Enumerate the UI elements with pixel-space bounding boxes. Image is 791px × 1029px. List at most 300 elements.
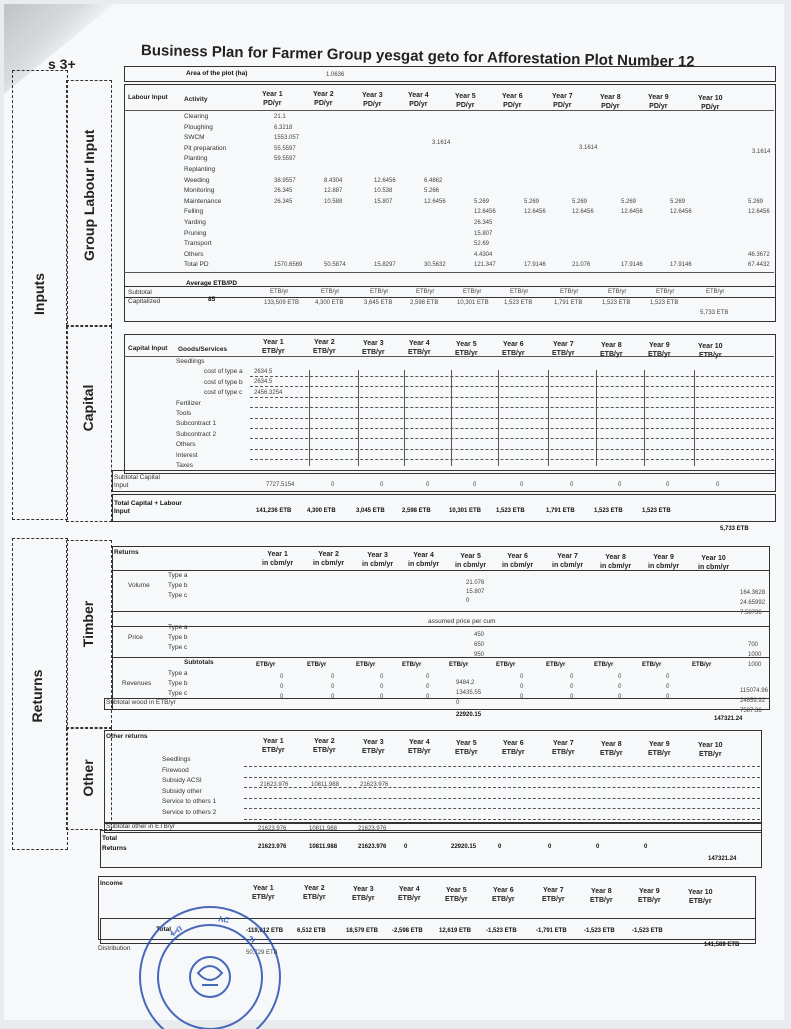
year-label: Year 10 bbox=[698, 741, 723, 749]
revenue-zero: 0 bbox=[331, 694, 335, 700]
unit-label: ETB/yr bbox=[398, 895, 421, 903]
total-returns-value: 147321.24 bbox=[708, 856, 737, 862]
year-label: Year 2 bbox=[313, 738, 335, 746]
income-value: 18,579 ETB bbox=[346, 928, 379, 934]
price-y5-value: 950 bbox=[474, 652, 485, 658]
svg-text:ፋብ: ፋብ bbox=[167, 923, 185, 940]
revenue-zero: 0 bbox=[426, 674, 430, 680]
capital-item-label: Subcontract 1 bbox=[176, 420, 217, 428]
labour-y4-value: 6.4862 bbox=[424, 177, 443, 184]
revenues-label: Revenues bbox=[122, 680, 152, 687]
labour-input-label: Labour Input bbox=[128, 94, 168, 101]
area-label: Area of the plot (ha) bbox=[186, 70, 248, 77]
revenue-y10-value: 24659.92 bbox=[740, 698, 766, 704]
total-returns-value: 0 bbox=[548, 844, 552, 850]
total-capital-labour-label: Total Capital + Labour Input bbox=[114, 500, 182, 515]
activity-label: Replanting bbox=[184, 166, 216, 173]
volume-y5-value: 21.076 bbox=[466, 580, 485, 586]
etb-unit: ETB/yr bbox=[270, 289, 289, 295]
distribution-value: 50,729 ETB bbox=[246, 950, 278, 956]
etb-unit: ETB/yr bbox=[321, 289, 340, 295]
year-label: Year 6 bbox=[507, 553, 528, 560]
grid-line bbox=[250, 376, 774, 377]
labour-y7-value: 5.269 bbox=[572, 198, 588, 205]
revenue-unit-header: ETB/yr bbox=[256, 662, 276, 668]
year-label: Year 10 bbox=[701, 554, 726, 562]
unit-label: in cbm/yr bbox=[408, 561, 440, 569]
unit-label: PD/yr bbox=[503, 102, 522, 109]
revenue-unit-header: ETB/yr bbox=[642, 662, 662, 668]
unit-label: ETB/yr bbox=[698, 750, 722, 758]
subtotal-wood-label: Subtotal wood in ETB/yr bbox=[106, 699, 176, 706]
income-year-header bbox=[398, 885, 421, 903]
total-capital-labour-row bbox=[112, 494, 776, 522]
grid-line bbox=[244, 808, 760, 809]
labour-y9-value: 17.9146 bbox=[670, 262, 692, 269]
grid-line bbox=[498, 370, 499, 466]
labour-y6-value: 12.6456 bbox=[524, 209, 546, 216]
unit-label: ETB/yr bbox=[600, 749, 623, 757]
labour-year-header bbox=[262, 90, 283, 108]
labour-label: Group Labour Input bbox=[81, 129, 97, 261]
grid-line bbox=[244, 777, 760, 778]
year-label: Year 8 bbox=[600, 93, 621, 101]
returns-year-header bbox=[600, 553, 631, 571]
table-number-label: s 3+ bbox=[48, 56, 76, 72]
revenue-zero: 0 bbox=[666, 674, 670, 680]
labour-y5-value: 15.807 bbox=[474, 230, 493, 237]
grid-line bbox=[404, 370, 405, 466]
capital-item-label: Taxes bbox=[176, 462, 193, 469]
revenue-y5-value: 13435.55 bbox=[456, 690, 482, 696]
labour-y5-value: 12.6456 bbox=[474, 209, 496, 216]
subtotal-wood-row bbox=[104, 698, 770, 710]
revenue-unit-header: ETB/yr bbox=[307, 662, 327, 668]
year-label: Year 5 bbox=[455, 739, 477, 747]
capital-item-label: Subcontract 2 bbox=[176, 430, 217, 438]
svg-text:አሮ: አሮ bbox=[217, 914, 231, 926]
labour-y3-value: 15.8297 bbox=[374, 262, 396, 269]
labour-y10-value: 5.269 bbox=[748, 198, 764, 205]
other-year-header bbox=[262, 737, 285, 755]
capitalized-value: 1,523 ETB bbox=[504, 300, 533, 306]
returns-year-header bbox=[262, 550, 293, 568]
price-y10-value: 1000 bbox=[748, 662, 762, 668]
unit-label: PD/yr bbox=[409, 101, 428, 109]
capital-year-header bbox=[502, 340, 525, 358]
activity-label: Total PD bbox=[184, 261, 209, 269]
revenue-type-label: Type c bbox=[168, 690, 188, 697]
returns-year-header bbox=[408, 551, 439, 569]
income-value: 12,619 ETB bbox=[439, 928, 472, 934]
revenue-unit-header: ETB/yr bbox=[594, 662, 614, 668]
unit-label: ETB/yr bbox=[492, 896, 515, 903]
total-returns-value: 10811.988 bbox=[309, 844, 338, 850]
year-label: Year 10 bbox=[688, 888, 713, 896]
income-year-header bbox=[445, 886, 468, 904]
labour-year-header bbox=[552, 92, 573, 110]
revenue-zero: 0 bbox=[570, 694, 574, 700]
unit-label: in cbm/yr bbox=[362, 560, 394, 568]
price-type-label: Type c bbox=[168, 644, 188, 651]
year-label: Year 4 bbox=[413, 552, 434, 560]
revenue-unit-header: ETB/yr bbox=[402, 662, 422, 668]
etb-unit: ETB/yr bbox=[706, 289, 725, 295]
total-capital-value: 1,523 ETB bbox=[642, 508, 671, 514]
returns-year-header bbox=[552, 552, 583, 570]
returns-label: Returns bbox=[29, 669, 45, 723]
year-label: Year 8 bbox=[605, 553, 626, 561]
unit-label: ETB/yr bbox=[455, 349, 478, 357]
labour-y9-value: 12.6456 bbox=[670, 209, 692, 216]
labour-year-header bbox=[313, 90, 334, 108]
labour-y5-value: 26.345 bbox=[474, 220, 493, 226]
capital-subtotal-value: 0 bbox=[331, 482, 335, 488]
labour-y5-value: 121.347 bbox=[474, 262, 496, 269]
year-label: Year 10 bbox=[698, 342, 723, 350]
total-returns-label: Total Returns bbox=[102, 835, 127, 852]
average-etb-value: 85 bbox=[208, 296, 216, 303]
total-capital-value: 1,523 ETB bbox=[594, 508, 623, 514]
returns-year-header bbox=[698, 554, 729, 572]
grid-line bbox=[309, 370, 310, 466]
capitalized-value: 4,300 ETB bbox=[315, 300, 344, 306]
etb-unit: ETB/yr bbox=[463, 289, 482, 295]
capital-subtotal-value: 0 bbox=[666, 482, 670, 488]
capital-year-header bbox=[362, 339, 385, 357]
year-label: Year 1 bbox=[262, 339, 284, 346]
labour-y1-value: 26.345 bbox=[274, 188, 293, 195]
volume-y10-value: 164.3628 bbox=[740, 590, 766, 596]
income-label: Income bbox=[100, 880, 123, 887]
unit-label: in cbm/yr bbox=[455, 561, 487, 569]
capital-label: Capital bbox=[80, 384, 96, 432]
grid-line bbox=[250, 459, 774, 460]
other-item-label: Subsidy other bbox=[162, 787, 202, 795]
capital-item-label: cost of type c bbox=[204, 389, 243, 397]
unit-label: in cbm/yr bbox=[262, 560, 294, 567]
revenue-y5-value: 0 bbox=[456, 700, 460, 706]
capital-item-label: Fertilizer bbox=[176, 399, 201, 407]
year-label: Year 4 bbox=[408, 92, 429, 100]
year-label: Year 6 bbox=[502, 93, 523, 100]
revenue-zero: 0 bbox=[280, 694, 284, 700]
other-year-header bbox=[552, 739, 575, 757]
labour-year-header bbox=[648, 93, 669, 111]
capital-item-label: Others bbox=[176, 441, 196, 449]
capital-year-header bbox=[698, 342, 723, 360]
unit-label: in cbm/yr bbox=[502, 562, 534, 569]
price-label: Price bbox=[128, 634, 143, 641]
subtotal-wood-y10: 147321.24 bbox=[714, 716, 743, 722]
year-label: Year 3 bbox=[362, 91, 383, 99]
labour-y8-value: 5.269 bbox=[621, 198, 637, 205]
revenue-zero: 0 bbox=[426, 694, 430, 700]
capital-year-header bbox=[262, 338, 285, 356]
labour-y1-value: 6.3218 bbox=[274, 124, 293, 131]
year-label: Year 6 bbox=[492, 887, 514, 894]
labour-y3-value: 12.6456 bbox=[374, 177, 396, 184]
labour-y10-pit: 3.1614 bbox=[752, 149, 771, 155]
capitalized-value: 2,598 ETB bbox=[410, 300, 439, 306]
capitalized-value: 10,301 ETB bbox=[457, 300, 489, 306]
labour-y1-value: 1553.057 bbox=[274, 135, 300, 142]
returns-year-header bbox=[502, 552, 533, 570]
labour-y3-value: 10.538 bbox=[374, 188, 393, 195]
volume-y10-value: 24.65992 bbox=[740, 600, 766, 606]
capitalized-value: 133,509 ETB bbox=[264, 300, 300, 306]
unit-label: PD/yr bbox=[601, 102, 620, 110]
revenue-zero: 0 bbox=[331, 674, 335, 680]
labour-y10-value: 46.3672 bbox=[748, 251, 770, 258]
unit-label: PD/yr bbox=[263, 100, 282, 107]
revenue-zero: 0 bbox=[570, 674, 574, 680]
income-value: -119,612 ETB bbox=[246, 928, 284, 934]
unit-label: ETB/yr bbox=[303, 894, 326, 902]
other-subtotal-label: Subtotal other in ETB/yr bbox=[106, 823, 176, 830]
total-capital-value: 141,236 ETB bbox=[256, 508, 292, 514]
income-year-header bbox=[542, 886, 565, 904]
revenue-zero: 0 bbox=[280, 674, 284, 680]
capital-item-label: Tools bbox=[176, 410, 192, 417]
grid-line bbox=[250, 407, 774, 408]
other-year-header bbox=[502, 739, 525, 757]
distribution-label: Distribution bbox=[98, 945, 131, 952]
capitalized-value: 3,645 ETB bbox=[364, 300, 393, 306]
returns-year-header bbox=[455, 552, 486, 570]
goods-services-header: Goods/Services bbox=[178, 346, 228, 353]
unit-label: PD/yr bbox=[314, 100, 333, 108]
other-returns-label: Other returns bbox=[106, 733, 148, 740]
volume-label: Volume bbox=[128, 582, 150, 589]
unit-label: ETB/yr bbox=[552, 350, 575, 358]
year-label: Year 1 bbox=[252, 885, 274, 892]
capital-item-label: Interest bbox=[176, 451, 198, 459]
other-item-label: Service to others 1 bbox=[162, 798, 217, 806]
unit-label: ETB/yr bbox=[352, 894, 375, 902]
labour-y8-value: 12.6456 bbox=[621, 209, 643, 216]
year-label: Year 4 bbox=[408, 340, 430, 348]
revenue-zero: 0 bbox=[520, 674, 524, 680]
subtotals-label: Subtotals bbox=[184, 659, 214, 666]
total-capital-value: 2,598 ETB bbox=[402, 508, 431, 514]
revenue-zero: 0 bbox=[331, 684, 335, 690]
revenue-zero: 0 bbox=[666, 694, 670, 700]
unit-label: ETB/yr bbox=[590, 896, 613, 904]
labour-y6-value: 5.269 bbox=[524, 198, 540, 205]
revenue-zero: 0 bbox=[618, 694, 622, 700]
year-label: Year 2 bbox=[313, 339, 335, 347]
activity-label: Maintenance bbox=[184, 197, 222, 205]
price-y5-value: 650 bbox=[474, 642, 485, 648]
activity-label: Weeding bbox=[184, 176, 210, 184]
labour-y1-value: 26.345 bbox=[274, 198, 293, 205]
etb-unit: ETB/yr bbox=[416, 289, 435, 295]
year-label: Year 9 bbox=[648, 741, 670, 749]
year-label: Year 7 bbox=[552, 740, 574, 748]
capital-subtotal-value: 0 bbox=[380, 482, 384, 488]
volume-y5-value: 0 bbox=[466, 598, 470, 604]
capital-year-header bbox=[313, 338, 336, 356]
grid-line bbox=[244, 787, 760, 788]
unit-label: in cbm/yr bbox=[698, 563, 730, 571]
labour-y3-value: 15.807 bbox=[374, 198, 393, 205]
price-y10-value: 1000 bbox=[748, 652, 762, 658]
total-capital-value: 1,523 ETB bbox=[496, 508, 525, 514]
unit-label: PD/yr bbox=[553, 102, 572, 110]
other-year-header bbox=[600, 740, 623, 758]
total-returns-value: 0 bbox=[404, 844, 408, 850]
grid-line bbox=[250, 397, 774, 398]
volume-type-label: Type c bbox=[168, 592, 188, 599]
year-label: Year 2 bbox=[303, 885, 325, 893]
unit-label: ETB/yr bbox=[502, 350, 525, 357]
activity-header: Activity bbox=[184, 96, 208, 103]
inputs-label: Inputs bbox=[31, 273, 47, 315]
capital-year-header bbox=[552, 340, 575, 358]
grid-line bbox=[596, 370, 597, 466]
price-type-label: Type b bbox=[168, 634, 188, 641]
capital-item-label: cost of type b bbox=[204, 378, 243, 386]
grid-line bbox=[250, 449, 774, 450]
unit-label: in cbm/yr bbox=[648, 563, 680, 571]
year-label: Year 4 bbox=[398, 886, 420, 894]
revenue-unit-header: ETB/yr bbox=[692, 662, 712, 668]
total-capital-value: 4,300 ETB bbox=[307, 508, 336, 514]
grid-line bbox=[244, 766, 760, 767]
subsidy-value: 10811.988 bbox=[311, 782, 339, 788]
income-value: -2,598 ETB bbox=[392, 928, 423, 934]
grid-line bbox=[644, 370, 645, 466]
volume-block bbox=[112, 570, 770, 612]
revenue-zero: 0 bbox=[570, 684, 574, 690]
revenue-y5-value: 9484.2 bbox=[456, 680, 475, 686]
labour-y4-value: 30.5632 bbox=[424, 262, 446, 269]
capitalized-value: 1,523 ETB bbox=[602, 300, 631, 306]
capital-year-header bbox=[408, 339, 431, 357]
labour-y7-value: 21.076 bbox=[572, 262, 591, 269]
labour-year-header bbox=[362, 91, 383, 109]
labour-y10-value: 12.6456 bbox=[748, 209, 770, 216]
labour-y8-value: 17.9146 bbox=[621, 262, 643, 269]
capitalized-value: 1,523 ETB bbox=[650, 300, 679, 306]
labour-year-header bbox=[455, 92, 476, 110]
income-value: -1,523 ETB bbox=[486, 928, 517, 934]
subtotal-label: Subtotal bbox=[128, 289, 152, 296]
other-subtotal-value: 21623.976 bbox=[258, 826, 287, 832]
labour-y4-value: 5.266 bbox=[424, 188, 440, 195]
other-year-header bbox=[408, 738, 431, 756]
year-label: Year 1 bbox=[262, 91, 283, 98]
activity-label: Clearing bbox=[184, 113, 209, 120]
capital-year-header bbox=[600, 341, 623, 359]
unit-label: ETB/yr bbox=[313, 747, 336, 755]
etb-unit: ETB/yr bbox=[656, 289, 675, 295]
revenue-zero: 0 bbox=[380, 674, 384, 680]
total-returns-value: 0 bbox=[644, 844, 648, 850]
unit-label: ETB/yr bbox=[698, 351, 722, 359]
year-label: Year 5 bbox=[455, 92, 476, 100]
total-capital-value: 5,733 ETB bbox=[720, 526, 749, 532]
unit-label: PD/yr bbox=[701, 103, 720, 111]
etb-unit: ETB/yr bbox=[370, 289, 389, 295]
income-value: 141,589 ETB bbox=[704, 942, 740, 948]
other-label: Other bbox=[80, 759, 96, 797]
income-year-header bbox=[590, 887, 613, 905]
labour-y5-value: 5.269 bbox=[474, 198, 490, 205]
document-title: Business Plan for Farmer Group yesgat geto for Afforestation Plot Number 12 bbox=[140, 42, 695, 71]
grid-line bbox=[244, 798, 760, 799]
revenue-zero: 0 bbox=[380, 684, 384, 690]
unit-label: ETB/yr bbox=[445, 895, 468, 903]
other-item-label: Firewood bbox=[162, 766, 189, 774]
year-label: Year 9 bbox=[638, 888, 660, 896]
seedling-cost-value: 2456.3254 bbox=[254, 389, 283, 396]
labour-y6-value: 17.9146 bbox=[524, 262, 546, 269]
revenue-zero: 0 bbox=[618, 684, 622, 690]
year-label: Year 5 bbox=[455, 340, 477, 348]
labour-y7-value: 12.6456 bbox=[572, 209, 594, 216]
revenue-unit-header: ETB/yr bbox=[546, 662, 566, 668]
total-returns-value: 21623.976 bbox=[258, 844, 287, 850]
unit-label: ETB/yr bbox=[688, 897, 712, 905]
other-year-header bbox=[648, 740, 671, 758]
official-stamp bbox=[122, 899, 284, 1029]
revenue-zero: 0 bbox=[426, 684, 430, 690]
subsidy-value: 21623.976 bbox=[360, 782, 389, 788]
total-returns-value: 21623.976 bbox=[358, 844, 387, 850]
grid-line bbox=[694, 370, 695, 466]
timber-label: Timber bbox=[80, 600, 96, 648]
labour-y4-pit: 3.1614 bbox=[432, 140, 451, 146]
year-label: Year 8 bbox=[600, 740, 622, 748]
other-item-label: Seedlings bbox=[162, 756, 191, 763]
capital-year-header bbox=[455, 340, 478, 358]
labour-y1-value: 1570.6569 bbox=[274, 262, 303, 269]
unit-label: ETB/yr bbox=[362, 747, 385, 755]
volume-y10-value: 7.58736 bbox=[740, 610, 762, 616]
revenue-y10-value: 7587.36 bbox=[740, 708, 762, 714]
labour-y1-value: 21.1 bbox=[274, 114, 286, 120]
price-block bbox=[112, 626, 770, 658]
labour-y9-value: 5.269 bbox=[670, 198, 686, 205]
year-label: Year 3 bbox=[362, 738, 384, 746]
capitalized-label: Capitalized bbox=[128, 298, 161, 305]
year-label: Year 6 bbox=[502, 341, 524, 348]
unit-label: PD/yr bbox=[456, 101, 475, 109]
unit-label: PD/yr bbox=[363, 100, 382, 108]
capital-subtotal-label: Subtotal Capital Input bbox=[114, 474, 160, 489]
etb-unit: ETB/yr bbox=[510, 289, 529, 295]
labour-year-header bbox=[698, 94, 723, 112]
volume-type-label: Type b bbox=[168, 582, 188, 589]
total-capital-value: 10,301 ETB bbox=[449, 508, 482, 514]
year-label: Year 9 bbox=[648, 94, 669, 102]
unit-label: ETB/yr bbox=[408, 748, 431, 756]
labour-year-header bbox=[408, 91, 429, 109]
income-year-header bbox=[352, 885, 375, 903]
seedling-cost-value: 2634.5 bbox=[254, 379, 273, 386]
capital-subtotal-value: 0 bbox=[426, 482, 430, 488]
capital-subtotal-value: 7727.5154 bbox=[266, 482, 295, 488]
revenue-zero: 0 bbox=[666, 684, 670, 690]
capital-subtotal-value: 0 bbox=[570, 482, 574, 488]
income-total-label: Total bbox=[156, 926, 172, 933]
returns-year-header bbox=[648, 553, 679, 571]
other-year-header bbox=[698, 741, 723, 759]
volume-y5-value: 15.807 bbox=[466, 589, 485, 595]
average-etb-label: Average ETB/PD bbox=[186, 280, 238, 287]
